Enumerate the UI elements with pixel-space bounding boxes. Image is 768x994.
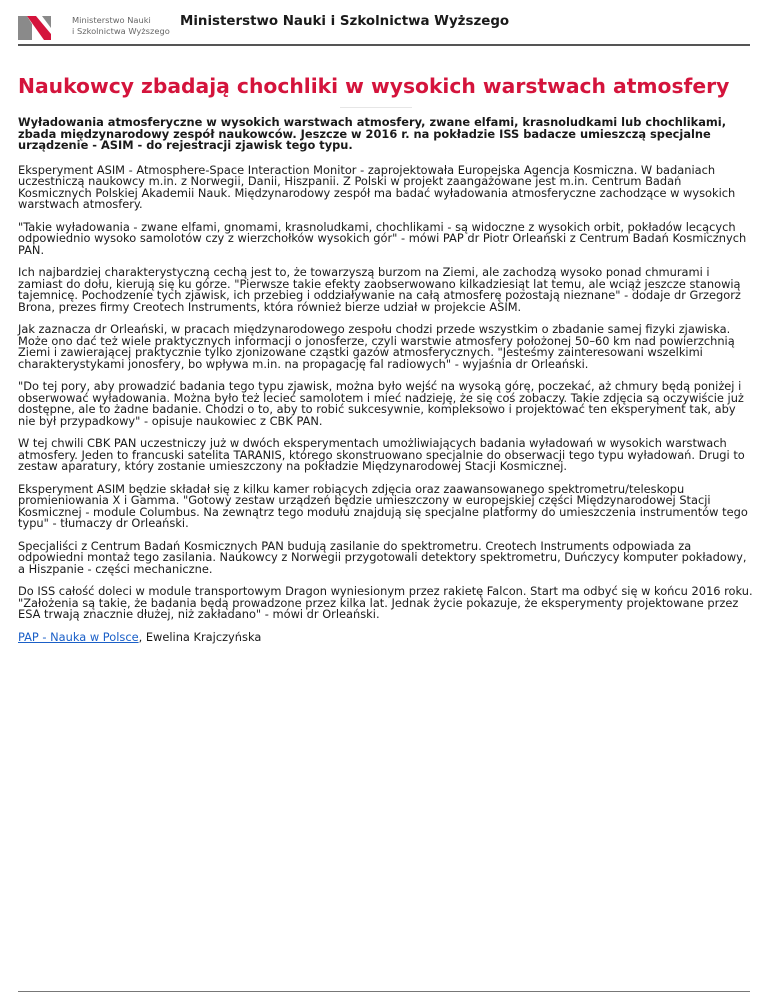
article-paragraph: "Do tej pory, aby prowadzić badania tego typu zjawisk, można było wejść na wysoką górę, poczekać, aż chmury będą poniżej i obserwować wyładowania. Można było też lecieć samolotem i mieć nadzieję, że się coś zobaczy. Takie zdjęcia są oczywiście już dostępne, ale to żadne badanie. Chodzi o to, aby to robić sukcesywnie, kompleksowo i projektować ten eksperyment tak, aby nie był przypadkowy" - opisuje naukowiec z CBK PAN. (18, 379, 744, 428)
article-paragraph: Specjaliści z Centrum Badań Kosmicznych PAN budują zasilanie do spektrometru. Creotech Instruments odpowiada za odpowiedni montaż tego zasilania. Naukowcy z Norwegii przygotowali detektory spektrometru, Duńczycy komputer pokładowy, a Hiszpanie - części mechaniczne. (18, 538, 747, 576)
article-paragraph: W tej chwili CBK PAN uczestniczy już w dwóch eksperymentach umożliwiających badania wyładowań w wysokich warstwach atmosfery. Jeden to francuski satelita TARANIS, którego skonstruowano specjalnie do obserwacji tego typu wyładowań. Drugi to zestaw aparatury, który zostanie umieszczony na pokładzie Międzynarodowej Stacji Kosmicznej. (18, 436, 745, 473)
logo-text (72, 15, 170, 37)
article-lead: Wyładowania atmosferyczne w wysokich warstwach atmosfery, zwane elfami, krasnoludkami lub chochlikami, zbada międzynarodowy zespół naukowców. Jeszcze w 2016 r. na pokładzie ISS badacze umieszczą specjalne urządzenie - ASIM - do rejestracji zjawisk tego typu. (18, 115, 727, 152)
article-paragraph: Ich najbardziej charakterystyczną cechą jest to, że towarzyszą burzom na Ziemi, ale zachodzą wysoko ponad chmurami i zamiast do dołu, kierują się ku górze. "Pierwsze takie efekty zaobserwowano kilkadziesiąt lat temu, ale wciąż jeszcze stanowią tajemnicę. Pochodzenie tych zjawisk, ich przebieg i oddziaływanie na całą atmosferę pozostają nieznane" - dodaje dr Grzegorz Brona, prezes firmy Creotech Instruments, która również bierze udział w projekcie ASIM. (18, 265, 741, 314)
title-divider (340, 107, 412, 108)
article-body (18, 117, 756, 654)
logo-text-line1: Ministerstwo Nauki (72, 15, 151, 25)
article-paragraph: Eksperyment ASIM będzie składał się z kilku kamer robiących zdjęcia oraz zaawansowanego spektrometru/teleskopu promieniowania X i Gamma. "Gotowy zestaw urządzeń będzie umieszczony w europejskiej części Międzynarodowej Stacji Kosmicznej - module Columbus. Na zewnątrz tego modułu znajdują się specjalne platformy do umieszczenia instrumentów tego typu" - tłumaczy dr Orleański. (18, 481, 748, 530)
logo-text-line2: i Szkolnictwa Wyższego (72, 26, 170, 36)
article-paragraph: Do ISS całość doleci w module transportowym Dragon wyniesionym przez rakietę Falcon. Start ma odbyć się w końcu 2016 roku. "Założenia są takie, że badania będą prowadzone przez kilka lat. Jednak życie pokazuje, że eksperymenty projektowane przez ESA trwają znacznie dłużej, niż zakładano" - mówi dr Orleański. (18, 584, 753, 621)
source-link[interactable]: PAP - Nauka w Polsce (18, 629, 139, 644)
article-source (18, 629, 756, 644)
article-title: Naukowcy zbadają chochliki w wysokich warstwach atmosfery (18, 74, 730, 98)
ministry-logo-icon (18, 14, 58, 40)
article-paragraph: Eksperyment ASIM - Atmosphere-Space Interaction Monitor - zaprojektowała Europejska Agencja Kosmiczna. W badaniach uczestniczą naukowcy m.in. z Norwegii, Danii, Hiszpanii. Z Polski w projekt zaangażowane jest m.in. Centrum Badań Kosmicznych Polskiej Akademii Nauk. Międzynarodowy zespół ma badać wyładowania atmosferyczne zachodzące w wysokich warstwach atmosfery. (18, 162, 736, 211)
ministry-name: Ministerstwo Nauki i Szkolnictwa Wyższego (180, 14, 510, 29)
page-header (18, 12, 750, 46)
article-paragraph: Jak zaznacza dr Orleański, w pracach międzynarodowego zespołu chodzi przede wszystkim o zbadanie samej fizyki zjawiska. Może ono dać też wiele praktycznych informacji o jonosferze, czyli warstwie atmosfery położonej 50–60 km nad powierzchnią Ziemi i zawierającej praktycznie tylko zjonizowane cząstki gazów atmosferycznych. "Jesteśmy zainteresowani wszelkimi charakterystykami jonosfery, bo wpływa m.in. na propagację fal radiowych" - wyjaśnia dr Orleański. (18, 322, 735, 371)
article-paragraph: "Takie wyładowania - zwane elfami, gnomami, krasnoludkami, chochlikami - są widoczne z wysokich orbit, pokładów lecących odpowiednio wysoko samolotów czy z wierzchołków wysokich gór" - mówi PAP dr Piotr Orleański z Centrum Badań Kosmicznych PAN. (18, 219, 747, 257)
footer-divider (18, 991, 750, 992)
ministry-logo[interactable] (18, 14, 168, 42)
article-author: , Ewelina Krajczyńska (138, 629, 262, 644)
